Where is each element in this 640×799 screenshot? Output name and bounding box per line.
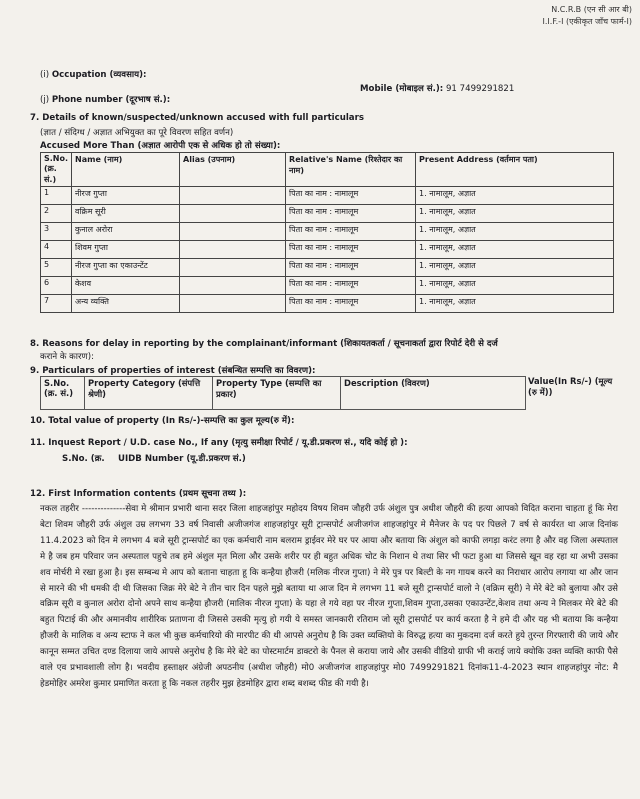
section12-title: 12. First Information contents (प्रथम सूचना तथ्य ):: [30, 489, 247, 499]
cell-name: नीरज गुप्ता: [72, 187, 180, 205]
cell-alias: [180, 259, 286, 277]
section11-uidb: UIDB Number (यू.डी.प्रकरण सं.): [118, 454, 246, 464]
phone-row: [40, 93, 170, 105]
col-relative: Relative's Name (रिश्तेदार का नाम): [286, 153, 416, 187]
table-row: [41, 205, 614, 223]
table-row: [41, 223, 614, 241]
table-row: [41, 295, 614, 313]
cell-address: 1. नामालूम, अज्ञात: [416, 187, 614, 205]
mobile-row: [360, 82, 514, 94]
occupation-row: [40, 68, 146, 80]
header-iif: I.I.F.-I (एकीकृत जाँच फार्म-I): [542, 17, 632, 26]
mobile-label: Mobile (मोबाइल सं.):: [360, 84, 444, 94]
table-row: [41, 277, 614, 295]
section7-note: Accused More Than (अज्ञात आरोपी एक से अधिक हो तो संख्या):: [40, 141, 281, 151]
header-ncrb: N.C.R.B (एन सी आर बी): [551, 5, 632, 14]
phone-label: Phone number (दूरभाष सं.):: [51, 95, 171, 105]
occupation-label: Occupation (व्यवसाय):: [51, 70, 147, 80]
cell-sno: 4: [41, 241, 72, 259]
cell-sno: 5: [41, 259, 72, 277]
cell-name: शिवम गुप्ता: [72, 241, 180, 259]
accused-table: [40, 152, 614, 313]
cell-relative: पिता का नाम : नामालूम: [286, 223, 416, 241]
mobile-value: 91 7499291821: [445, 84, 515, 94]
cell-alias: [180, 223, 286, 241]
cell-address: 1. नामालूम, अज्ञात: [416, 277, 614, 295]
cell-relative: पिता का नाम : नामालूम: [286, 277, 416, 295]
property-table: [40, 376, 526, 410]
col-property-sno: S.No. (क्र. सं.): [41, 377, 85, 410]
form-header: [470, 4, 632, 28]
col-sno: S.No. (क्र. सं.): [41, 153, 72, 187]
property-table-header: [41, 377, 526, 410]
section7-title: 7. Details of known/suspected/unknown accused with full particulars: [30, 113, 364, 123]
cell-name: कुनाल अरोरा: [72, 223, 180, 241]
col-address: Present Address (वर्तमान पता): [416, 153, 614, 187]
cell-alias: [180, 277, 286, 295]
cell-sno: 2: [41, 205, 72, 223]
section9-title: 9. Particulars of properties of interest (संबन्धित सम्पत्ति का विवरण):: [30, 366, 316, 376]
col-name: Name (नाम): [72, 153, 180, 187]
section7-subtitle: (ज्ञात / संदिग्ध / अज्ञात अभियुक्त का पूरे विवरण सहित वर्णन): [40, 128, 234, 138]
col-alias: Alias (उपनाम): [180, 153, 286, 187]
cell-alias: [180, 295, 286, 313]
phone-number: (j): [40, 95, 50, 105]
cell-name: वक्रिम सूरी: [72, 205, 180, 223]
section11-title: 11. Inquest Report / U.D. case No., If any (मृत्यु समीक्षा रिपोर्ट / यू.डी.प्रकरण सं., यदि कोई हो ):: [30, 438, 408, 448]
cell-sno: 7: [41, 295, 72, 313]
cell-alias: [180, 241, 286, 259]
col-property-description: Description (विवरण): [341, 377, 526, 410]
section8-line2: कराने के कारण):: [40, 352, 94, 362]
cell-address: 1. नामालूम, अज्ञात: [416, 259, 614, 277]
cell-address: 1. नामालूम, अज्ञात: [416, 205, 614, 223]
cell-address: 1. नामालूम, अज्ञात: [416, 223, 614, 241]
cell-address: 1. नामालूम, अज्ञात: [416, 241, 614, 259]
cell-relative: पिता का नाम : नामालूम: [286, 187, 416, 205]
accused-table-header: [41, 153, 614, 187]
cell-sno: 3: [41, 223, 72, 241]
occupation-number: (i): [40, 70, 50, 80]
table-row: [41, 241, 614, 259]
section11-sno: S.No. (क्र.: [62, 454, 105, 464]
fir-content-text: नकल तहरीर --------------सेवा मे श्रीमान प्रभारी थाना सदर जिला शाहजहांपुर महोदय विषय शिवम जौहरी उर्फ अंशुल पुत्र अधीश जौहरी की हत्या आपको विदित कराना चाहता हूं कि मेरा बेटा शिवम जौहरी उर्फ अंशुल उम्र लगभग 33 वर्ष निवासी अजीजगंज शाहजहांपुर सूरी ट्रान्सपोर्ट अजीजगंज शाहजहांपुर मे मैनेजर के पद पर पिछले 7 वर्ष से कार्यरत था आज दिनांक 11.4.2023 को दिन मे लगभग 4 बजे सूरी ट्रान्सपोर्ट का एक कर्मचारी नाम बलराम ड्राईवर मेरे घर पर आया और बताया कि अंशुल को काफी लगड़ा करंट लगा है और वह जिला अस्पताल मे है जब हम परिवार जन अस्पताल पहुचे तब हमे अंशुल मृत मिला और उसके शरीर पर ही बहुत अधिक चोट के निशान थे तथा सिर भी फटा हुआ था जिससे खून वह रहा था अभी उसका शव मोर्चरी मे रखा हुआ है। इस सम्बन्ध मे आप को बताना चाहता हू कि कन्हैया हौजरी (मलिक नीरज गुप्ता) ने मेरे पुत्र पर बिल्टी के नग गायब करने का निराधार आरोप लगाया था और जान से मारने की भी धमकी दी थी जिसका जिक्र मेरे बेटे ने तीन चार दिन पहले मुझे बताया था आज दिन मे लगभग 11 बजे सूरी ट्रान्सपोर्ट वालो ने (वक्रिम सूरी) ने मेरे बेटे को बुलाया और उसे वक्रिम सूरी व कुनाल अरोरा दोनो अपने साथ कन्हैया हौजरी (मालिक नीरज गुप्ता) के यहा ले गये वहा पर नीरज गुप्ता,शिवम गुप्ता,उसका एकाउन्टेंट,केशव तथा अन्य ने मिलकर मेरे बेटे की बहुत पिटाई की और अमानवीय शारीरिक प्रताणना दी जिससे उसकी मृत्यु हो गयी ये समस्त जानकारी रतिराम जो सूरी ट्रासपोर्ट पर कार्य करता है ने हमे दी और यह भी बताया कि कन्हैया हौजरी के मालिक व अन्य स्टाफ ने कल भी कुछ कर्मचारियो की मारपीट की थी आपसे अनुरोध है कि उक्त व्यक्तियो के विरुद्ध हत्या का मुकदमा दर्ज करते हुये तुरन्त गिरफ्तारी की जाये और कानून सम्मत उचित दण्ड दिलाया जाये आपसे अनुरोध है कि मेरे बेटे का पोस्टमार्टम डाक्टरो के पैनल से कराया जाये और उसकी वीडियो ग्राफी भी कराई जाये क्योकि उक्त व्यक्ति काफी पैसे वाले एव प्रभावशाली लोग है। भवदीय हस्ताक्षर अंग्रेजी अपठनीय (अधीश जौहरी) मो0 अजीजगंज शाहजहांपुर मो0 7499291821 दिनांक11-4-2023 स्थान शाहजहांपुर नोट: मै हेडमोहिर अमरेश कुमार प्रमाणित करता हू कि नकल तहरीर मुझ हेडमोहिर द्वारा शब्द बशब्द फीड की गयी है।: [40, 504, 618, 689]
cell-sno: 6: [41, 277, 72, 295]
section10-label: 10. Total value of property (In Rs/-)-सम्पत्ति का कुल मूल्य(रु में):: [30, 416, 295, 426]
cell-name: अन्य व्यक्ति: [72, 295, 180, 313]
cell-relative: पिता का नाम : नामालूम: [286, 241, 416, 259]
fir-content-paragraph: [40, 502, 618, 693]
section8-line1: 8. Reasons for delay in reporting by the complainant/informant (शिकायतकर्ता / सूचनाकर्ता द्वारा रिपोर्ट देरी से दर्ज: [30, 339, 498, 349]
col-property-value: Value(In Rs/-) (मूल्य (रु में)): [528, 376, 613, 397]
cell-address: 1. नामालूम, अज्ञात: [416, 295, 614, 313]
cell-alias: [180, 205, 286, 223]
cell-relative: पिता का नाम : नामालूम: [286, 259, 416, 277]
table-row: [41, 187, 614, 205]
cell-relative: पिता का नाम : नामालूम: [286, 295, 416, 313]
table-row: [41, 259, 614, 277]
cell-alias: [180, 187, 286, 205]
col-property-type: Property Type (सम्पत्ति का प्रकार): [213, 377, 341, 410]
col-property-category: Property Category (संपत्ति श्रेणी): [85, 377, 213, 410]
cell-name: नीरज गुप्ता का एकाउन्टेंट: [72, 259, 180, 277]
cell-name: केशव: [72, 277, 180, 295]
cell-relative: पिता का नाम : नामालूम: [286, 205, 416, 223]
cell-sno: 1: [41, 187, 72, 205]
